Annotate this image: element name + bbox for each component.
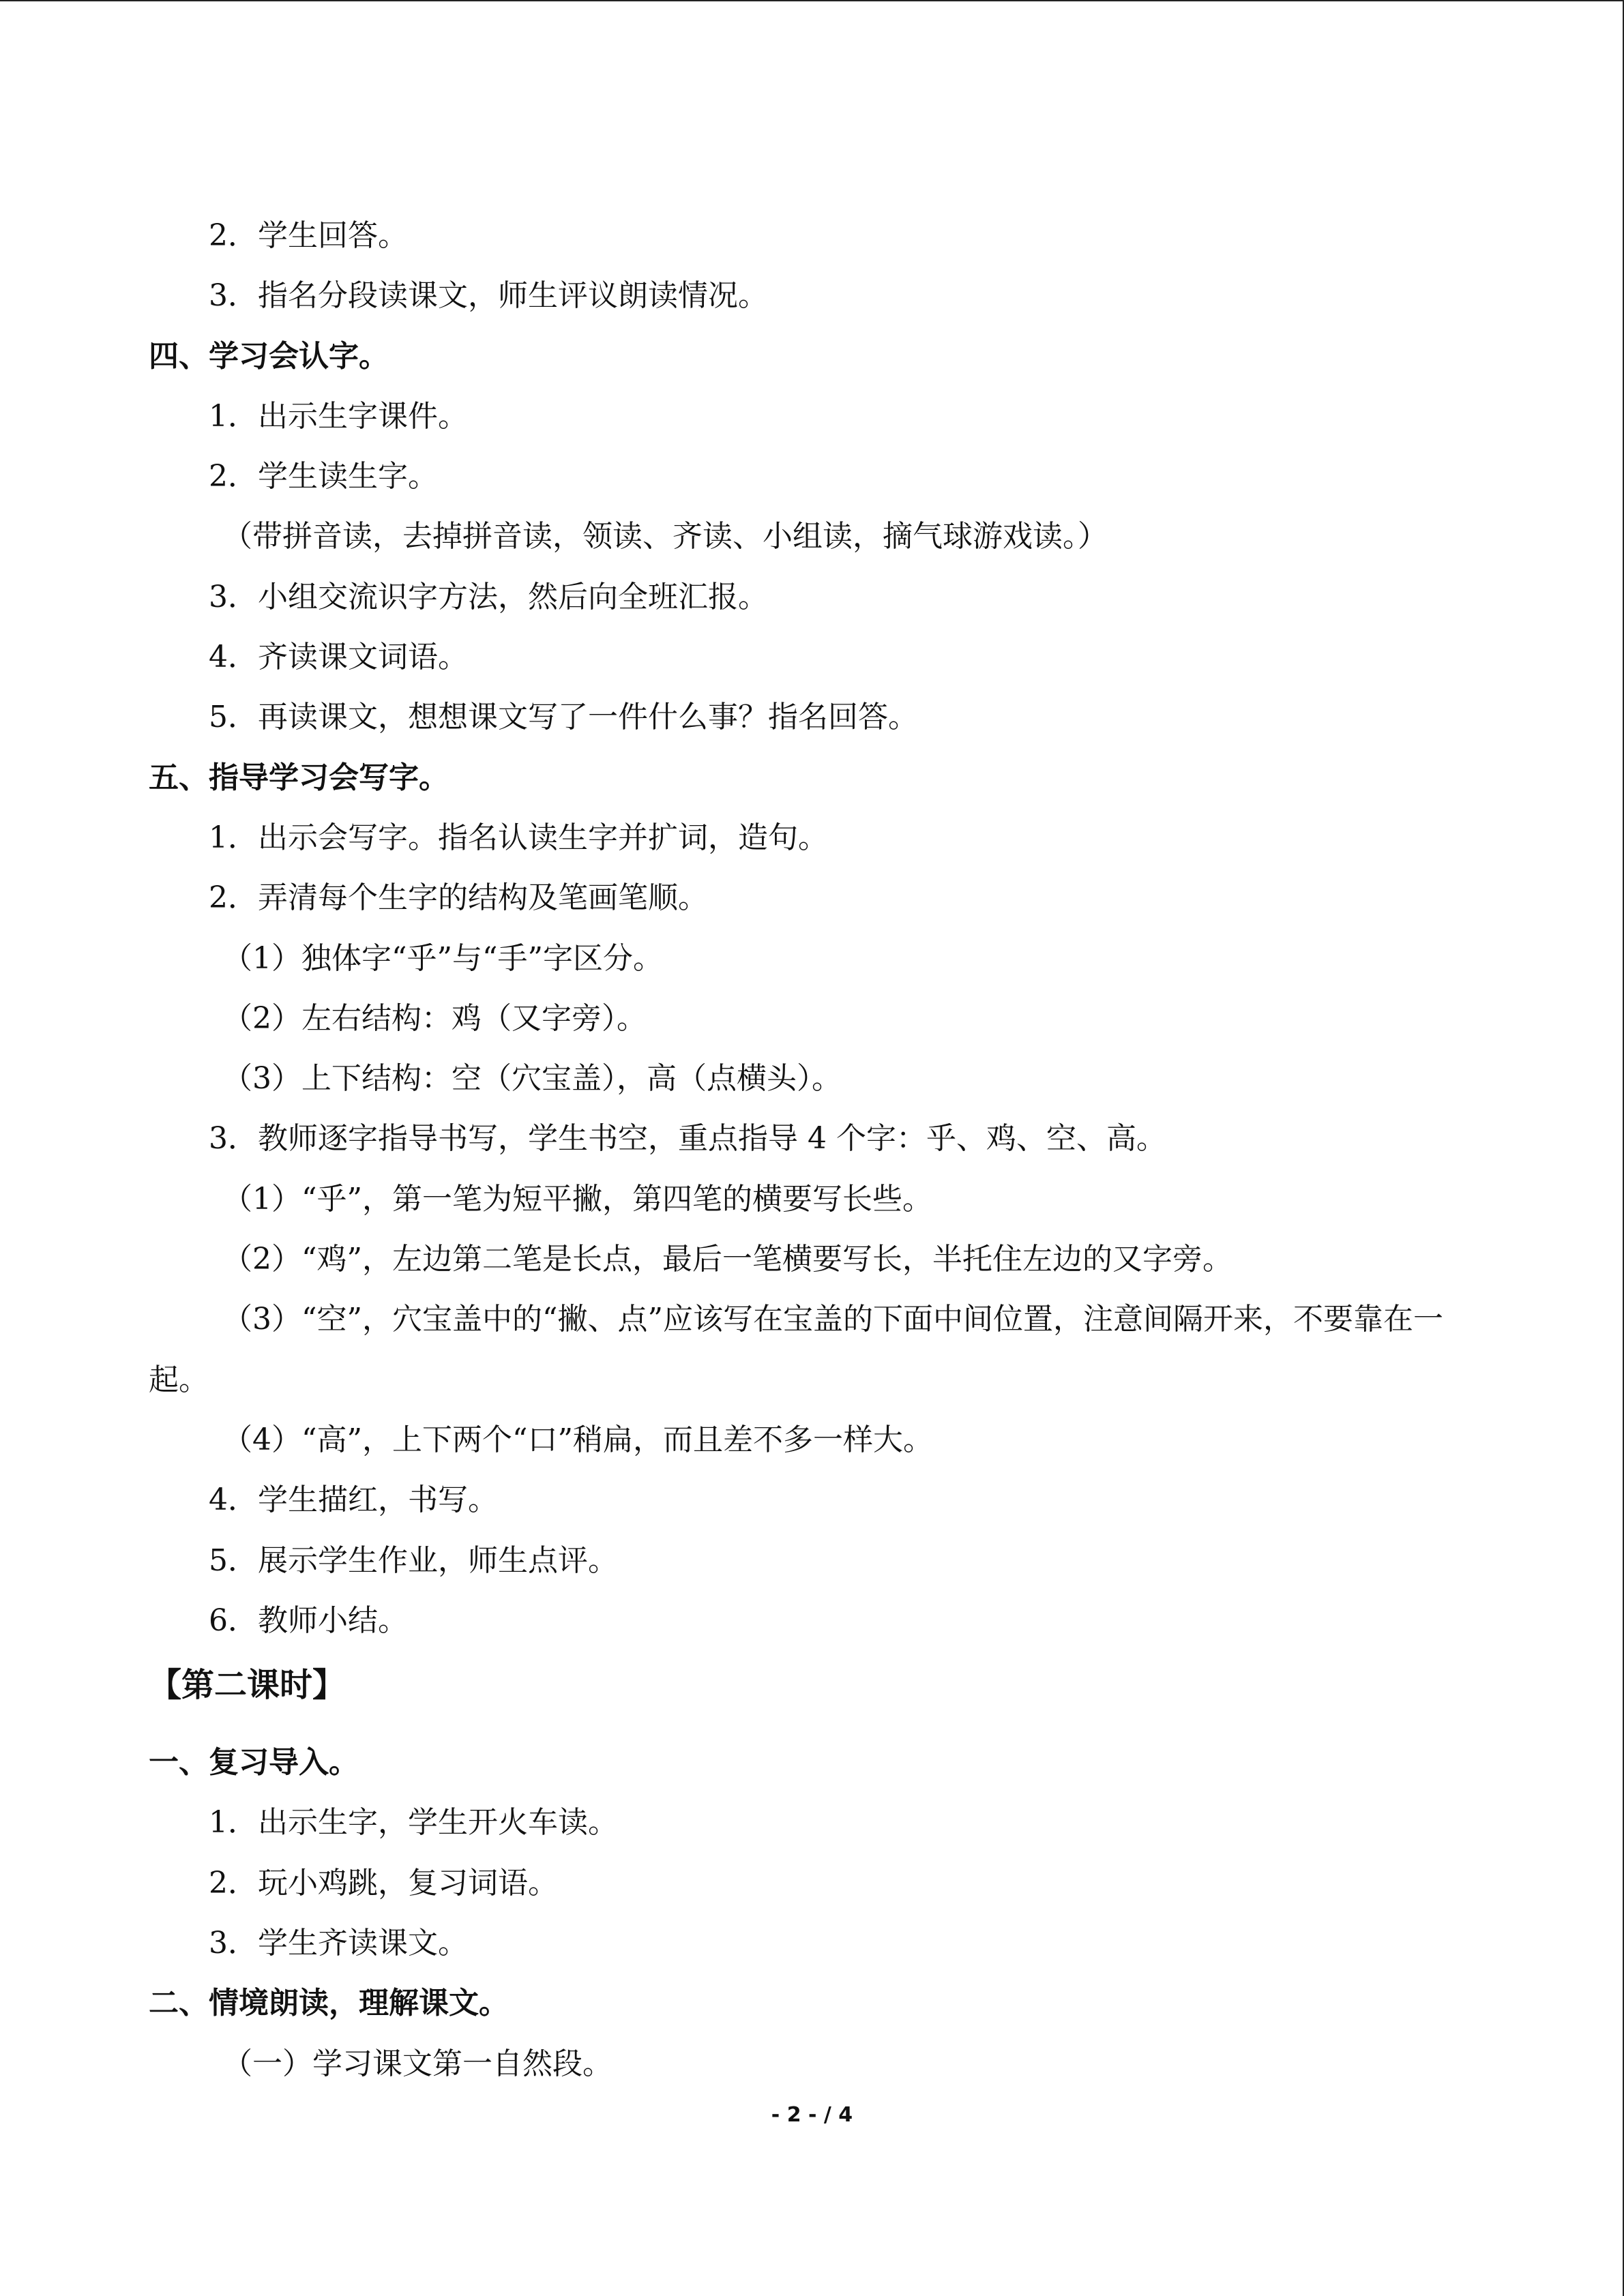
- text-line: 4．齐读课文词语。: [209, 640, 468, 675]
- text-line: （2）“鸡”，左边第二笔是长点，最后一笔横要写长，半托住左边的又字旁。: [222, 1242, 1232, 1277]
- page-number: - 2 - / 4: [771, 2103, 853, 2127]
- text-line: （带拼音读，去掉拼音读，领读、齐读、小组读，摘气球游戏读。）: [222, 519, 1108, 554]
- section-heading: 一、复习导入。: [149, 1745, 359, 1780]
- text-line: 2．学生回答。: [209, 218, 408, 253]
- section-heading: 四、学习会认字。: [149, 338, 389, 374]
- text-line: （1）“乎”，第一笔为短平撇，第四笔的横要写长些。: [222, 1181, 932, 1217]
- section-heading: 二、情境朗读，理解课文。: [149, 1986, 509, 2021]
- text-line: 5．展示学生作业，师生点评。: [209, 1542, 618, 1578]
- text-line: 5．再读课文，想想课文写了一件什么事？指名回答。: [209, 700, 918, 735]
- text-line: 2．弄清每个生字的结构及笔画笔顺。: [209, 880, 708, 916]
- text-line: 1．出示会写字。指名认读生字并扩词，造句。: [209, 820, 828, 855]
- text-line: 3．指名分段读课文，师生评议朗读情况。: [209, 278, 768, 314]
- text-line: （2）左右结构：鸡（又字旁）。: [222, 1000, 647, 1036]
- page-content: [149, 206, 1486, 2094]
- text-line: 3．教师逐字指导书写，学生书空，重点指导 4 个字：乎、鸡、空、高。: [209, 1121, 1166, 1157]
- text-line: 4．学生描红，书写。: [209, 1482, 498, 1518]
- text-line: 1．出示生字课件。: [209, 398, 468, 434]
- wrapped-paragraph: （3）“空”，穴宝盖中的“撇、点”应该写在宝盖的下面中间位置，注意间隔开来，不要靠在一起。: [149, 1302, 1443, 1397]
- text-line: （4）“高”，上下两个“口”稍扁，而且差不多一样大。: [222, 1422, 933, 1457]
- text-line: 2．玩小鸡跳，复习词语。: [209, 1865, 558, 1900]
- text-line: 2．学生读生字。: [209, 459, 438, 494]
- lesson-heading: 【第二课时】: [149, 1666, 346, 1705]
- text-line: 3．小组交流识字方法，然后向全班汇报。: [209, 579, 768, 614]
- text-line: 1．出示生字，学生开火车读。: [209, 1805, 618, 1840]
- text-line: 6．教师小结。: [209, 1602, 408, 1638]
- text-line: （一）学习课文第一自然段。: [222, 2046, 612, 2081]
- text-line: 3．学生齐读课文。: [209, 1926, 468, 1961]
- section-heading: 五、指导学习会写字。: [149, 760, 449, 795]
- text-line: （3）上下结构：空（穴宝盖），高（点横头）。: [222, 1061, 842, 1097]
- text-line: （1）独体字“乎”与“手”字区分。: [222, 940, 663, 976]
